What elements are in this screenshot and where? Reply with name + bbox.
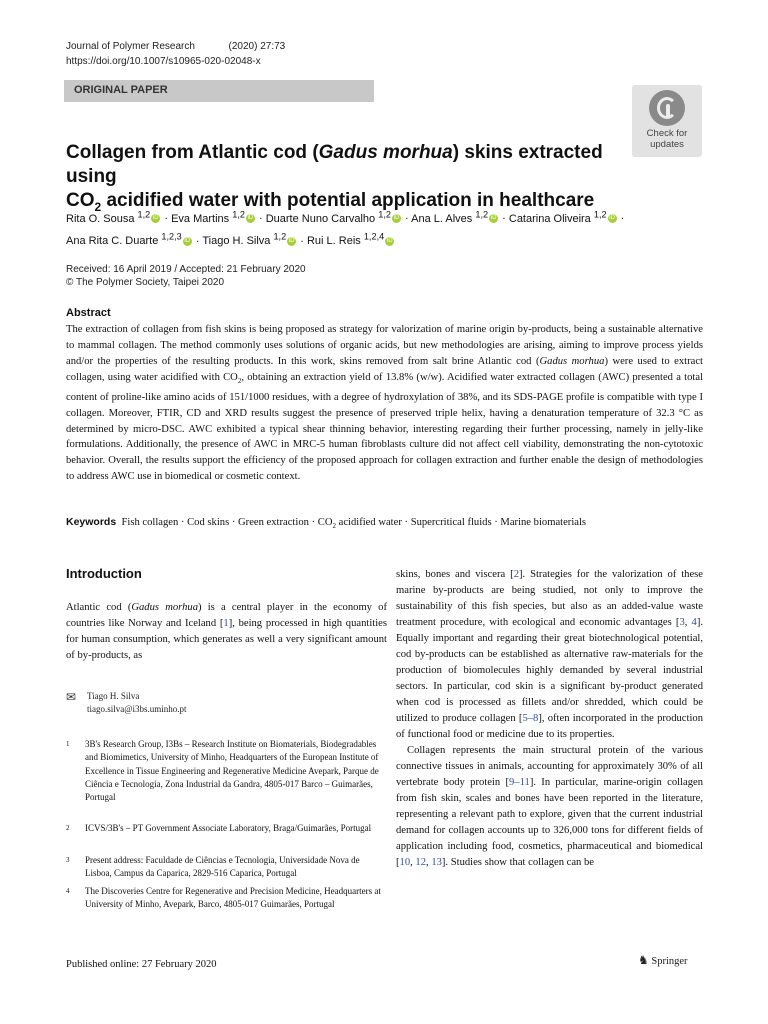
doi-link[interactable]: https://doi.org/10.1007/s10965-020-02048-x: [66, 56, 261, 67]
envelope-icon: ✉: [66, 690, 77, 704]
paragraph: skins, bones and viscera [2]. Strategies for the valorization of these marine by-products are being studied, not only to improve the sustainability of this fish species, but also as an added-value waste treatment procedure, with ecological and economic advantages [3, 4]. Equally important and regarding their great biotechnological potential, cod by-products can be established as alternative raw-materials for the production of biomolecules highly demanded by several industrial sectors. In particular, cod skin is a significant by-product generated when cod is processed as fillets and/or shredded, which could be utilized to produce collagen [5–8], often incorporated in the production of functional food or medicine due to its properties.: [396, 569, 704, 740]
abstract-text: The extraction of collagen from fish skins is being proposed as strategy for valorization of marine origin by-products, being a sustainable alternative to mammal collagen. The method commonly uses solutions of organic acids, but new methodologies are arising, aiming to improve process yields and/or the properties of the resulting products. In this work, skins removed from salt brine Atlantic cod (Gadus morhua) were used to extract collagen, using water acidified with $CO_2$, obtaining an extraction yield of 13.8% (w/w). Acidified water extracted collagen (AWC) presented a total content of proline-like amino acids of 151/1000 residues, with a degree of hydroxylation of 38%, and its SDS-PAGE profile is compatible with type I collagen. Moreover, FTIR, CD and XRD results suggest the presence of preserved triple helix, having a denaturation temperature of 32.3 °C as determined by micro-DSC. AWC exhibited a typical shear thinning behavior, interesting regarding their further processing, namely in jelly-like formulations. Additionally, the presence of AWC in MRC-5 human fibroblasts culture did not affect cell viability, demonstrating the non-cytotoxic behavior. Overall, the results support the efficiency of the proposed approach for collagen extraction and further enable the design of methodologies to address AWC use in biomedical or cosmetic context.: [66, 324, 703, 483]
keyword: Fish collagen: [121, 517, 179, 528]
author[interactable]: Tiago H. Silva $^{1,2}$: [202, 231, 287, 248]
keywords-label: Keywords: [66, 516, 117, 528]
badge-line2: updates: [650, 139, 684, 150]
citation-link[interactable]: 10: [399, 857, 411, 868]
publisher-name: Springer: [651, 956, 688, 967]
keyword: Cod skins: [187, 517, 230, 528]
keywords: Keywords Fish collagen · Cod skins · Green extraction · $CO_2$ acidified water · Supercritical fluids · Marine biomaterials: [66, 516, 587, 531]
author[interactable]: Ana L. Alves $^{1,2}$: [411, 209, 489, 225]
orcid-icon[interactable]: iD: [247, 215, 254, 222]
orcid-icon[interactable]: iD: [152, 215, 159, 222]
affiliation-footnote: 3 Present address: Faculdade de Ciências e Tecnologia, Universidade Nova de Lisboa, Campus da Caparica, 2829-516 Caparica, Portugal: [66, 855, 360, 879]
check-for-updates-badge[interactable]: [632, 85, 702, 157]
affiliation-footnote: 4 The Discoveries Centre for Regenerative and Precision Medicine, Headquarters at University of Minho, Avepark, Barco, 4805-017 Guimarães, Portugal: [66, 886, 381, 910]
keyword: Supercritical fluids: [410, 517, 492, 528]
title-text: CO: [66, 190, 95, 211]
section-heading-introduction: Introduction: [66, 566, 142, 581]
title-text: ) skins extracted using: [66, 142, 603, 187]
author[interactable]: Rui L. Reis $^{1,2,4}$: [306, 231, 385, 248]
paragraph: Collagen represents the main structural protein of the various connective tissues in animals, accounting for approximately 30% of all vertebrate body protein [9–11]. In particular, marine-origin collagen from fish skin, scales and bones have been reported in the literature, representing a relevant path to explore, given that the current industrial demand for collagen accounts up to 326,000 tons for different fields of application including food, cosmetics, pharmaceutical and biomedical [10, 12, 13]. Studies show that collagen can be: [396, 745, 703, 868]
title-species: Gadus morhua: [318, 142, 453, 163]
publisher-logo: [638, 953, 688, 968]
orcid-icon[interactable]: iD: [393, 215, 400, 222]
keyword: Marine biomaterials: [500, 517, 587, 528]
orcid-icon[interactable]: iD: [288, 237, 295, 244]
author-list: Rita O. Sousa $^{1,2}$ iD · Eva Martins $^{1,2}$ iD · Duarte Nuno Carvalho $^{1,2}$ iD · Ana L. Alves $^{1,2}$ iD · Catarina Oliveira $^{1,2}$ iD · Ana Rita C. Duarte $^{1,2,3}$ iD · Tiago H. Silva $^{1,2}$ iD · Rui L. Reis $^{1,2,4}$ iD: [66, 209, 625, 248]
author[interactable]: Duarte Nuno Carvalho $^{1,2}$: [265, 209, 391, 225]
citation-link[interactable]: 5–8: [522, 713, 539, 724]
article-type-label: ORIGINAL PAPER: [74, 84, 168, 96]
orcid-icon[interactable]: iD: [386, 237, 393, 244]
title-text: acidified water with potential application in healthcare: [101, 190, 595, 211]
article-type-band: [64, 80, 374, 102]
citation-link[interactable]: 2: [513, 569, 519, 580]
orcid-icon[interactable]: iD: [490, 215, 497, 222]
title-subscript: 2: [94, 199, 102, 214]
right-column-text: [396, 567, 703, 871]
citation-link[interactable]: 4: [691, 617, 697, 628]
citation-link[interactable]: 9–11: [509, 777, 530, 788]
orcid-icon[interactable]: iD: [184, 237, 191, 244]
correspondence-email[interactable]: tiago.silva@i3bs.uminho.pt: [87, 704, 187, 714]
check-updates-icon: [649, 90, 685, 126]
received-accepted: Received: 16 April 2019 / Accepted: 21 February 2020: [66, 264, 306, 275]
journal-issue: (2020) 27:73: [228, 41, 286, 52]
intro-paragraph: Atlantic cod (Gadus morhua) is a central player in the economy of countries like Norway and Iceland [1], being processed in high quantities for human consumption, which generates as well a very significant amount of by-products, as: [66, 602, 388, 661]
keyword: Green extraction: [238, 517, 309, 528]
keyword: $CO_2$ acidified water: [317, 517, 402, 531]
citation-link[interactable]: 12: [415, 857, 427, 868]
springer-horse-icon: ♞: [638, 953, 649, 967]
journal-header: [66, 41, 285, 52]
published-online: Published online: 27 February 2020: [66, 959, 217, 970]
citation-link[interactable]: 13: [431, 857, 442, 868]
abstract-heading: Abstract: [66, 307, 111, 319]
author[interactable]: Ana Rita C. Duarte $^{1,2,3}$: [66, 231, 182, 248]
journal-name: Journal of Polymer Research: [66, 41, 195, 52]
title-text: Collagen from Atlantic cod (: [66, 142, 319, 163]
correspondence-name: Tiago H. Silva: [87, 691, 140, 701]
author[interactable]: Catarina Oliveira $^{1,2}$: [508, 209, 607, 225]
orcid-icon[interactable]: iD: [609, 215, 615, 222]
citation-link[interactable]: 1: [223, 618, 229, 629]
author[interactable]: Eva Martins $^{1,2}$: [171, 209, 245, 225]
copyright: © The Polymer Society, Taipei 2020: [66, 277, 225, 288]
badge-line1: Check for: [646, 128, 688, 139]
citation-link[interactable]: 3: [679, 617, 685, 628]
author[interactable]: Rita O. Sousa $^{1,2}$: [66, 209, 151, 225]
affiliation-footnote: 1 3B's Research Group, I3Bs – Research Institute on Biomaterials, Biodegradables and Biomimetics, University of Minho, Headquarters of the European Institute of Excellence in Tissue Engineering and Regenerative Medicine Avepark, Parque de Ciência e Tecnologia, Zona Industrial da Gandra, 4805-017 Barco – Guimarães, Portugal: [66, 739, 379, 803]
affiliation-footnote: 2 ICVS/3B's – PT Government Associate Laboratory, Braga/Guimarães, Portugal: [66, 823, 372, 833]
